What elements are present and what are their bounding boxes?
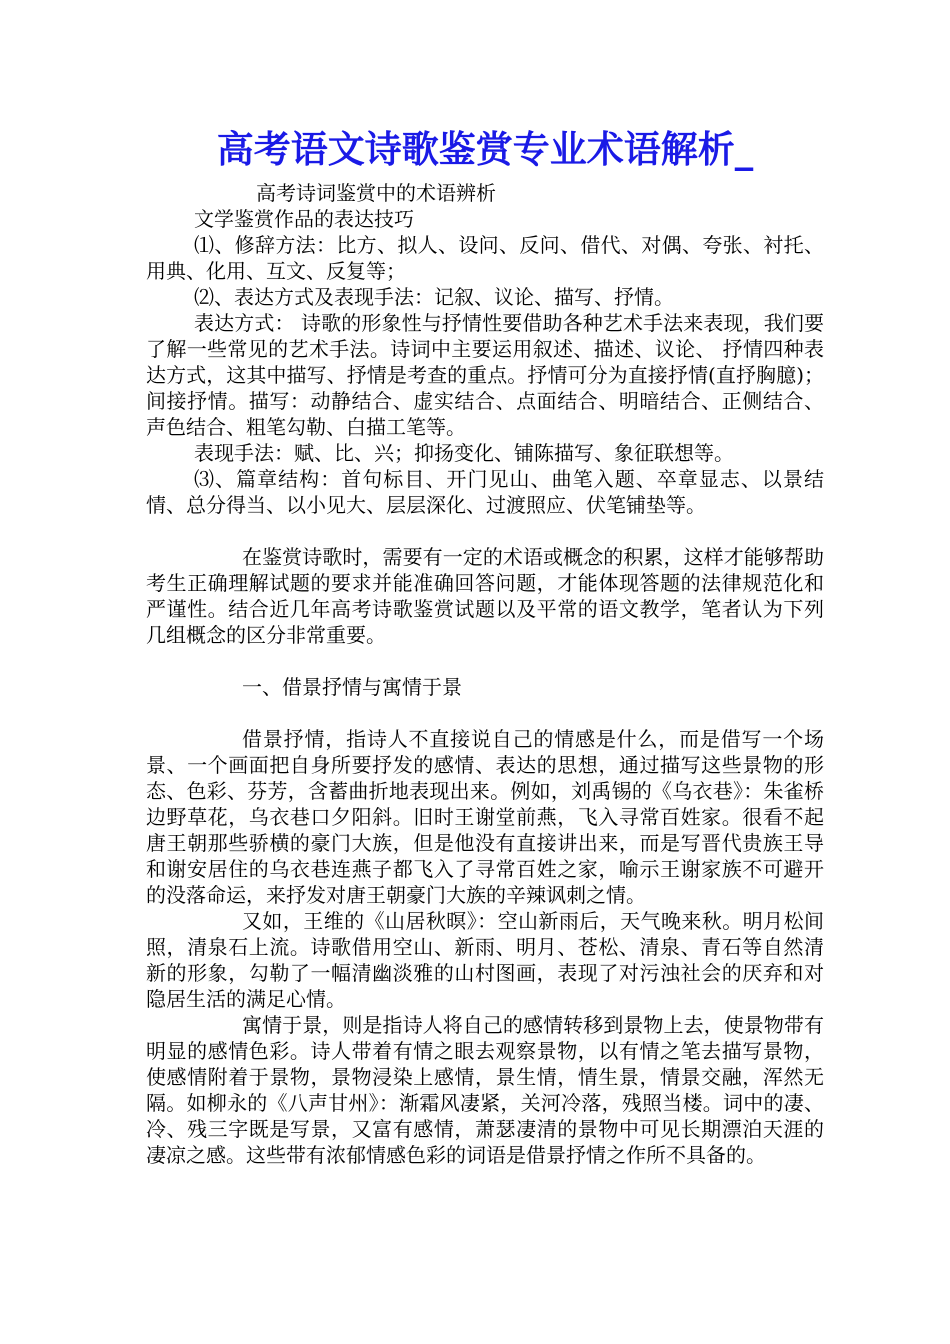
paragraph-techniques-heading: 文学鉴赏作品的表达技巧 <box>194 207 414 231</box>
paragraph-expression-modes: 表达方式： 诗歌的形象性与抒情性要借助各种艺术手法来表现，我们要了解一些常见的艺术手法。诗词中主要运用叙述、描述、议论、 抒情四种表达方式，这其中描写、抒情是考查的重点。抒情可分为直接抒情(直抒胸臆)；间接抒情。描写：动静结合、虚实结合、点面结合、明暗结合、正侧结合、声色结合、粗笔勾勒、白描工笔等。 <box>146 311 824 439</box>
blank-line <box>146 518 824 544</box>
paragraph-wang-wei-example: 又如，王维的《山居秋暝》：空山新雨后，天气晚来秋。明月松间照，清泉石上流。诗歌借用空山、新雨、明月、苍松、清泉、青石等自然清新的形象，勾勒了一幅清幽淡雅的山村图画，表现了对污浊社会的厌弃和对隐居生活的满足心情。 <box>146 909 824 1011</box>
document-subtitle: 高考诗词鉴赏中的术语辨析 <box>256 181 496 205</box>
paragraph-introduction: 在鉴赏诗歌时，需要有一定的术语或概念的积累，这样才能够帮助考生正确理解试题的要求并能准确回答问题，才能体现答题的法律规范化和严谨性。结合近几年高考诗歌鉴赏试题以及平常的语文教学，笔者认为下列几组概念的区分非常重要。 <box>146 545 824 647</box>
blank-line <box>146 648 824 674</box>
blank-line <box>146 700 824 726</box>
paragraph-jiejing-shuqing: 借景抒情，指诗人不直接说自己的情感是什么，而是借写一个场景、一个画面把自身所要抒发的感情、表达的思想，通过描写这些景物的形态、色彩、芬芳，含蓄曲折地表现出来。例如，刘禹锡的《乌衣巷》：朱雀桥边野草花，乌衣巷口夕阳斜。旧时王谢堂前燕，飞入寻常百姓家。很看不起唐王朝那些骄横的豪门大族，但是他没有直接讲出来，而是写晋代贵族王导和谢安居住的乌衣巷连燕子都飞入了寻常百姓之家，喻示王谢家族不可避开的没落命运，来抒发对唐王朝豪门大族的辛辣讽刺之情。 <box>146 727 824 907</box>
paragraph-yuqing-yujing: 寓情于景，则是指诗人将自己的感情转移到景物上去，使景物带有明显的感情色彩。诗人带着有情之眼去观察景物，以有情之笔去描写景物，使感情附着于景物，景物浸染上感情，景生情，情生景，情景交融，浑然无隔。如柳永的《八声甘州》：渐霜风凄紧，关河冷落，残照当楼。词中的凄、冷、残三字既是写景，又富有感情，萧瑟凄清的景物中可见长期漂泊天涯的凄凉之感。这些带有浓郁情感色彩的词语是借景抒情之作所不具备的。 <box>146 1013 824 1167</box>
paragraph-structure: ⑶、篇章结构：首句标目、开门见山、曲笔入题、卒章显志、以景结情、总分得当、以小见大、层层深化、过渡照应、伏笔铺垫等。 <box>146 467 824 517</box>
paragraph-rhetoric-methods: ⑴、修辞方法：比方、拟人、设问、反问、借代、对偶、夸张、衬托、用典、化用、互文、反复等； <box>146 233 824 283</box>
paragraph-performance-techniques: 表现手法：赋、比、兴；抑扬变化、铺陈描写、象征联想等。 <box>194 441 734 465</box>
paragraph-expression-methods: ⑵、表达方式及表现手法：记叙、议论、描写、抒情。 <box>194 285 674 309</box>
document-title: 高考语文诗歌鉴赏专业术语解析_ <box>216 127 754 171</box>
section-heading-1: 一、借景抒情与寓情于景 <box>242 675 462 699</box>
document-page <box>146 118 824 1168</box>
